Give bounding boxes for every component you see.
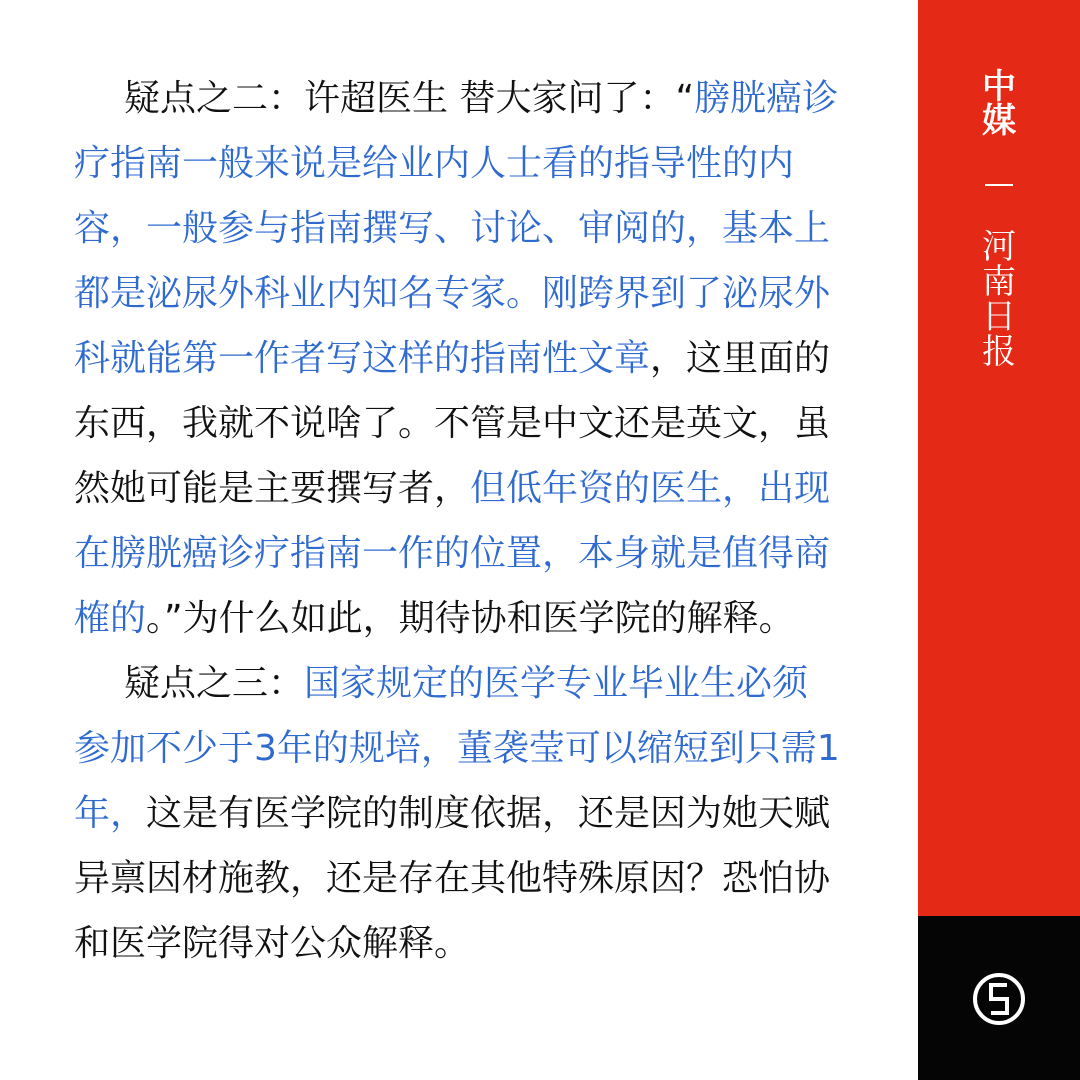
brand-char: 报 [982,332,1016,372]
brand-divider [985,184,1013,186]
highlight-segment: 膀胱癌诊疗指南一般来说是给业内人士看的指导性的内容，一般参与指南撰写、讨论、审阅的，基本上都是泌尿外科业内知名专家。刚跨界到了泌尿外科就能第一作者写这样的指南性文章 [74,78,839,379]
circular-s-logo-icon [972,972,1026,1026]
text-segment: ，这里面的东西，我就不说啥了。不管是中文还是英文，虽然她可能是主要撰写者， [74,338,831,509]
text-segment: 。”为什么如此，期待协和医学院的解释。 [146,598,795,639]
brand-char: 媒 [982,101,1016,141]
brand-char: 日 [982,297,1016,337]
brand-char: 中 [982,67,1016,107]
text-segment: 疑点之三： [124,663,305,704]
highlight-segment: 国家规定的医学专业毕业生必须参加不少于3年的规培，董袭莹可以缩短到只需1年， [74,663,840,834]
brand-label-henan-daily [918,227,1080,372]
paragraph-doubt-three [74,651,842,976]
highlight-segment: 但低年资的医生，出现在膀胱癌诊疗指南一作的位置，本身就是值得商榷的 [74,468,831,639]
sidebar-logo-panel [918,916,1080,1080]
paragraph-doubt-two [74,66,842,651]
brand-label-zhongmei [918,67,1080,141]
brand-char: 南 [982,262,1016,302]
text-segment: 这是有医学院的制度依据，还是因为她天赋异禀因材施教，还是存在其他特殊原因？恐怕协和医学院得对公众解释。 [74,793,831,964]
sidebar-brand-panel [918,0,1080,916]
brand-char: 河 [982,227,1016,267]
text-segment: 疑点之二：许超医生 替大家问了：“ [124,78,695,119]
article-body [74,66,842,976]
